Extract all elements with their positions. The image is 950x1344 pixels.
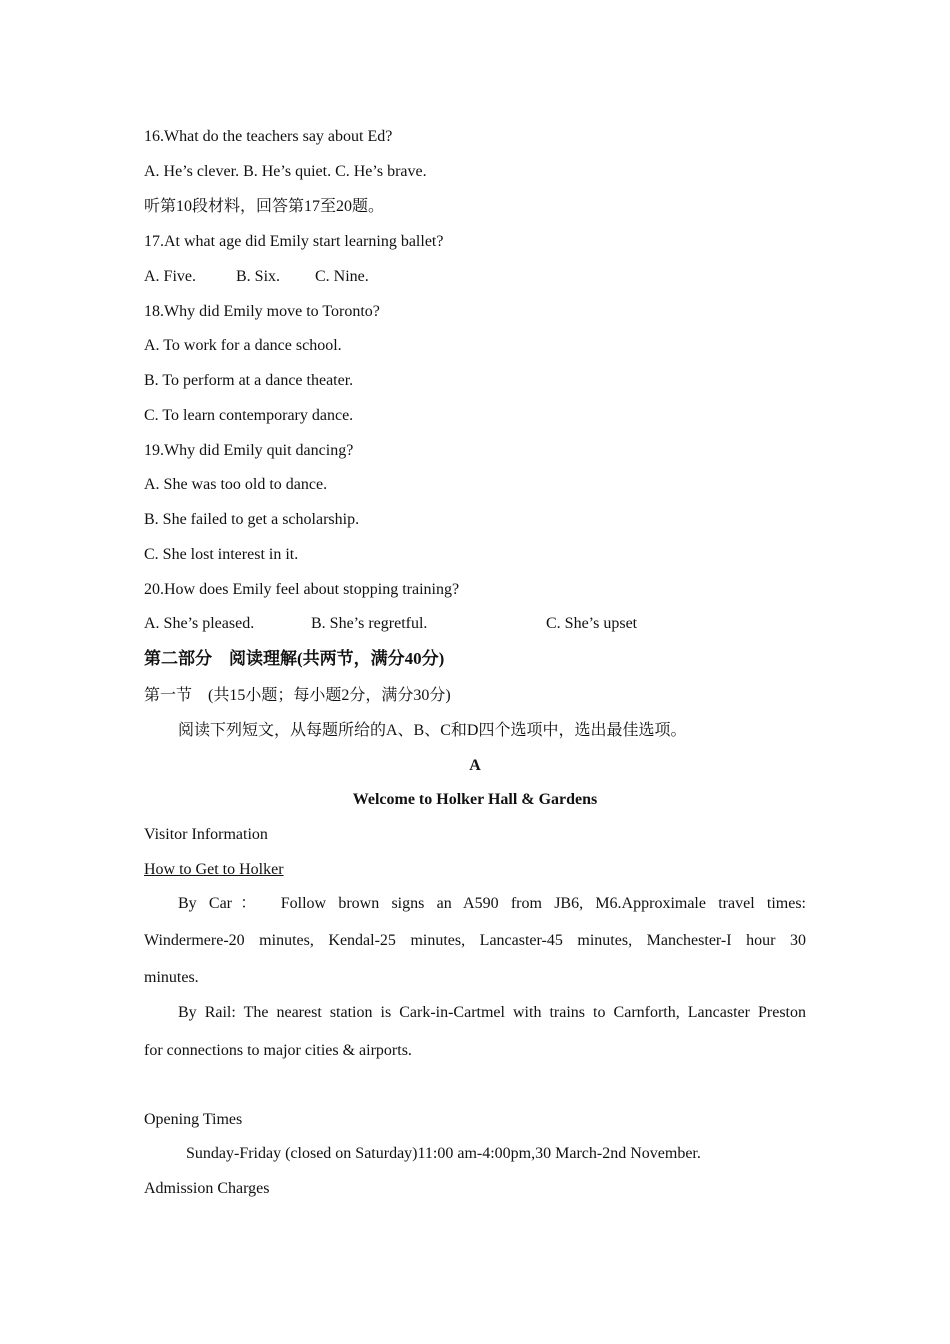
q18-option-c: C. To learn contemporary dance. [144,407,354,424]
q17-option-c: C. Nine. [315,268,369,285]
q16-options: A. He’s clever. B. He’s quiet. C. He’s brave. [144,163,427,180]
by-car-line-1: By Car： Follow brown signs an A590 from JB6, M6.Approximale travel times: [178,895,806,912]
q17-option-a: A. Five. [144,268,196,285]
q17-stem: 17.At what age did Emily start learning ballet? [144,233,444,250]
q20-option-b: B. She’s regretful. [311,615,428,632]
by-rail-line-1: By Rail: The nearest station is Cark-in-Cartmel with trains to Carnforth, Lancaster Preston [178,1004,806,1021]
q17-option-b: B. Six. [236,268,281,285]
q20-stem: 20.How does Emily feel about stopping training? [144,581,460,598]
reading-instruction: 阅读下列短文，从每题所给的A、B、C和D四个选项中，选出最佳选项。 [178,722,687,739]
q17-options [144,267,544,287]
q19-option-b: B. She failed to get a scholarship. [144,511,360,528]
section1-title: 第一节 (共15小题；每小题2分，满分30分) [144,687,451,704]
q18-option-a: A. To work for a dance school. [144,337,342,354]
q20-option-a: A. She’s pleased. [144,615,255,632]
part2-title: 第二部分 阅读理解(共两节，满分40分) [144,649,445,668]
by-car-line-3: minutes. [144,969,199,986]
visitor-info-heading: Visitor Information [144,826,268,843]
passage-title: Welcome to Holker Hall & Gardens [352,791,598,808]
q20-option-c: C. She’s upset [546,615,638,632]
how-to-get-heading: How to Get to Holker [144,861,284,878]
passage-letter: A [469,757,481,774]
q16-stem: 16.What do the teachers say about Ed? [144,128,393,145]
q19-stem: 19.Why did Emily quit dancing? [144,442,354,459]
by-car-line-2: Windermere-20 minutes, Kendal-25 minutes, Lancaster-45 minutes, Manchester-I hour 30 [144,932,806,949]
q20-options [144,614,744,634]
opening-times-text: Sunday-Friday (closed on Saturday)11:00 am-4:00pm,30 March-2nd November. [186,1145,701,1162]
section10-instruction: 听第10段材料，回答第17至20题。 [144,198,385,215]
by-rail-line-2: for connections to major cities & airports. [144,1042,412,1059]
q19-option-c: C. She lost interest in it. [144,546,299,563]
admission-charges-heading: Admission Charges [144,1180,270,1197]
q19-option-a: A. She was too old to dance. [144,476,328,493]
q18-option-b: B. To perform at a dance theater. [144,372,354,389]
q18-stem: 18.Why did Emily move to Toronto? [144,303,380,320]
opening-times-heading: Opening Times [144,1111,243,1128]
